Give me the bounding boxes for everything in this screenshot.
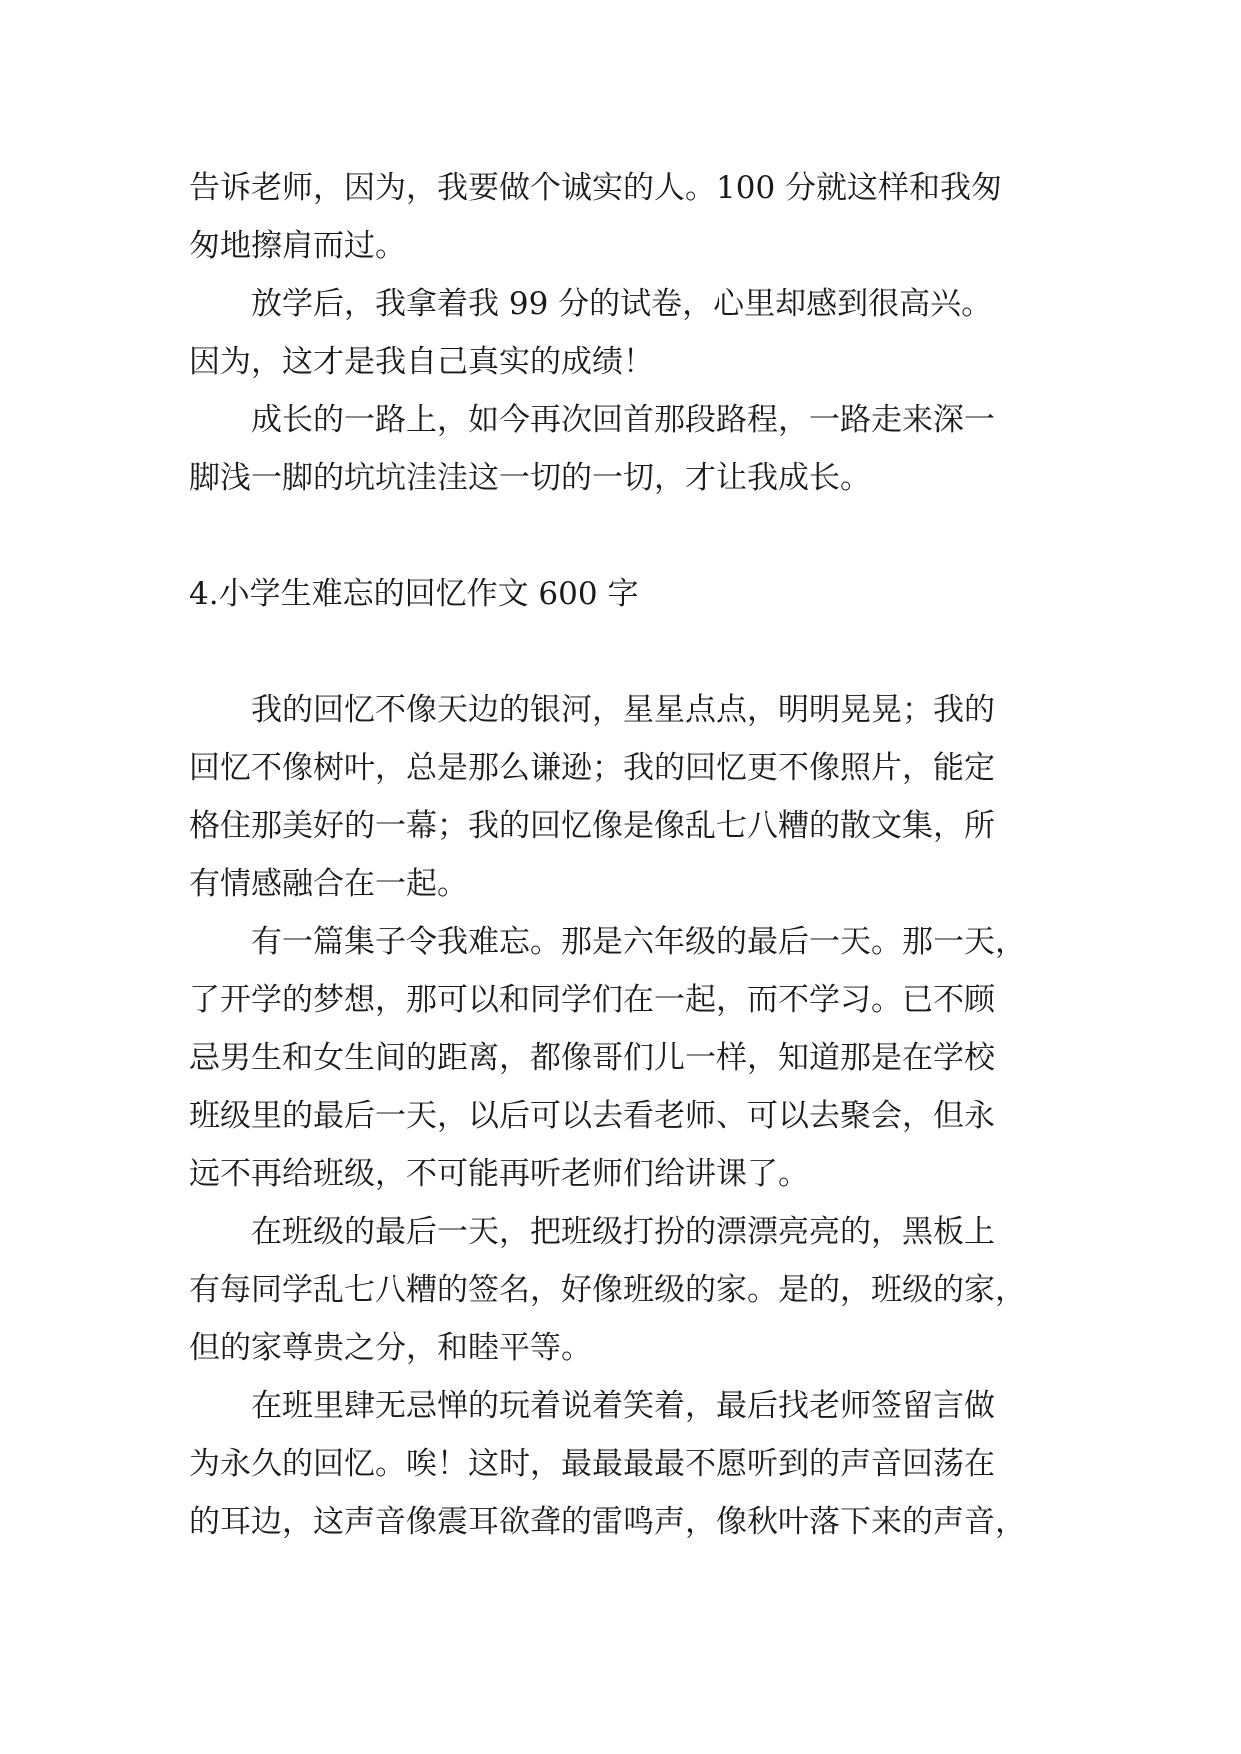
text-line: 的耳边，这声音像震耳欲聋的雷鸣声，像秋叶落下来的声音， [189,1504,1026,1540]
text-line: 有每同学乱七八糟的签名，好像班级的家。是的，班级的家， [189,1272,1026,1308]
text-line: 在班级的最后一天，把班级打扮的漂漂亮亮的，黑板上 [189,1214,995,1250]
text-line: 格住那美好的一幕；我的回忆像是像乱七八糟的散文集，所 [189,808,995,844]
text-line: 忌男生和女生间的距离，都像哥们儿一样，知道那是在学校 [189,1040,995,1076]
text-line: 有一篇集子令我难忘。那是六年级的最后一天。那一天， [189,924,1026,960]
text-line: 回忆不像树叶，总是那么谦逊；我的回忆更不像照片，能定 [189,750,995,786]
text-line: 匆地擦肩而过。 [189,228,406,264]
text-line: 远不再给班级，不可能再听老师们给讲课了。 [189,1156,809,1192]
text-line: 为永久的回忆。唉！这时，最最最最不愿听到的声音回荡在 [189,1446,995,1482]
text-line: 但的家尊贵之分，和睦平等。 [189,1330,592,1366]
text-line: 因为，这才是我自己真实的成绩！ [189,344,654,380]
text-line: 告诉老师，因为，我要做个诚实的人。100 分就这样和我匆 [189,170,1003,206]
section-heading: 4.小学生难忘的回忆作文 600 字 [189,576,639,612]
text-line: 脚浅一脚的坑坑洼洼这一切的一切，才让我成长。 [189,460,871,496]
text-line: 在班里肆无忌惮的玩着说着笑着，最后找老师签留言做 [189,1388,995,1424]
text-line: 放学后，我拿着我 99 分的试卷，心里却感到很高兴。 [189,286,993,322]
text-line: 班级里的最后一天，以后可以去看老师、可以去聚会，但永 [189,1098,995,1134]
text-line: 我的回忆不像天边的银河，星星点点，明明晃晃；我的 [189,692,995,728]
text-line: 了开学的梦想，那可以和同学们在一起，而不学习。已不顾 [189,982,995,1018]
text-line: 成长的一路上，如今再次回首那段路程，一路走来深一 [189,402,995,438]
text-line: 有情感融合在一起。 [189,866,468,902]
